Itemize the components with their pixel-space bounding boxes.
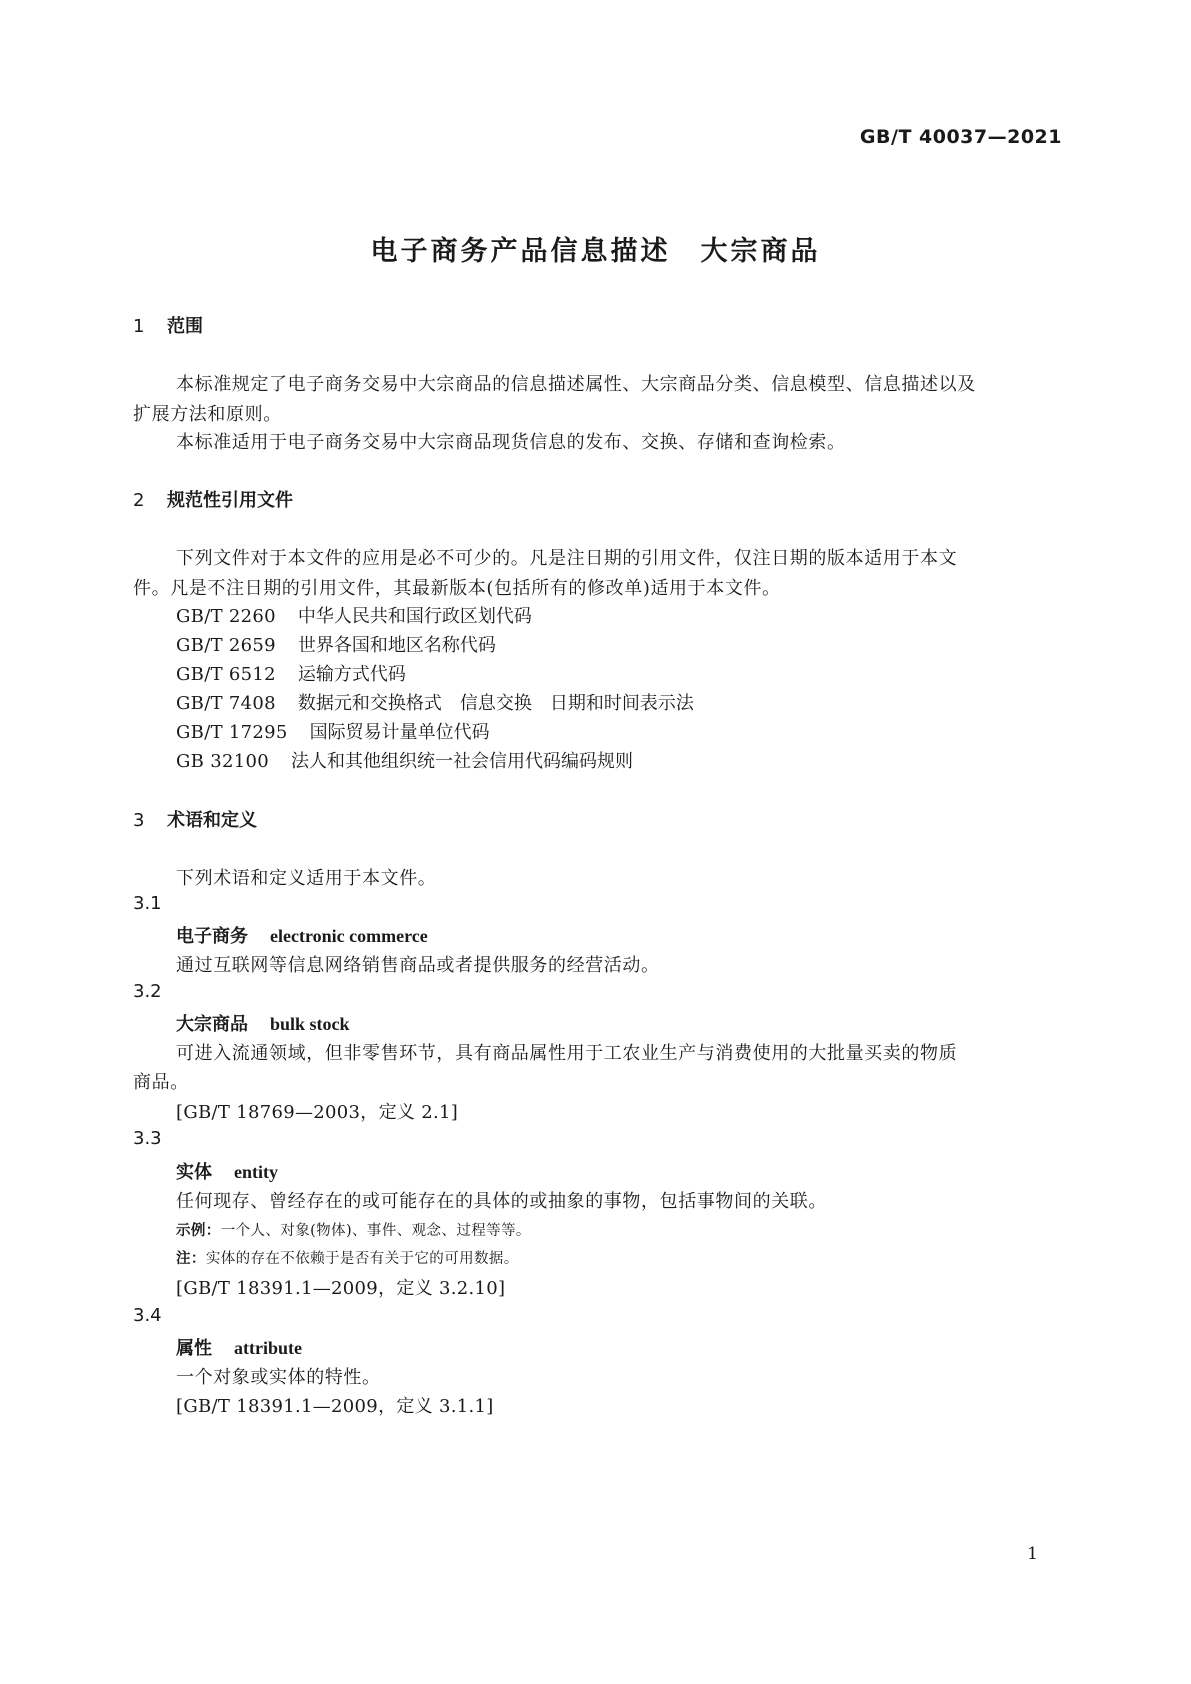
reference-title: 国际贸易计量单位代码 [309, 722, 490, 743]
reference-code: GB/T 2260 [176, 606, 276, 627]
reference-title: 数据元和交换格式 信息交换 日期和时间表示法 [297, 693, 694, 714]
term-source: [GB/T 18391.1—2009，定义 3.1.1] [176, 1396, 494, 1417]
example-label: 示例： [176, 1223, 221, 1239]
document-title [0, 229, 1191, 268]
references-intro-line-2: 件。凡是不注日期的引用文件，其最新版本(包括所有的修改单)适用于本文件。 [133, 578, 781, 599]
reference-code: GB/T 2659 [176, 635, 276, 656]
reference-item [176, 602, 532, 628]
title-part-1: 电子商务产品信息描述 [370, 236, 671, 267]
section-3-heading [133, 806, 257, 832]
reference-title: 法人和其他组织统一社会信用代码编码规则 [291, 751, 633, 772]
term-source: [GB/T 18391.1—2009，定义 3.2.10] [176, 1278, 506, 1299]
term-heading [176, 1010, 350, 1036]
reference-item [176, 747, 633, 773]
page-number: 1 [1027, 1544, 1038, 1564]
term-english: bulk stock [270, 1014, 350, 1034]
reference-title: 世界各国和地区名称代码 [297, 635, 496, 656]
note-label: 注： [176, 1251, 206, 1267]
reference-code: GB/T 17295 [176, 722, 288, 743]
section-number: 3 [133, 810, 145, 831]
term-number: 3.4 [133, 1305, 162, 1326]
section-title: 范围 [167, 316, 203, 337]
section-2-heading [133, 486, 293, 512]
example-text: 一个人、对象(物体)、事件、观念、过程等等。 [220, 1223, 531, 1239]
reference-code: GB/T 6512 [176, 664, 276, 685]
term-heading [176, 1158, 278, 1184]
term-heading [176, 1334, 302, 1360]
section-number: 1 [133, 316, 145, 337]
section-1-heading [133, 312, 203, 338]
section-number: 2 [133, 490, 145, 511]
term-number: 3.1 [133, 893, 162, 914]
scope-paragraph-2: 本标准适用于电子商务交易中大宗商品现货信息的发布、交换、存储和查询检索。 [176, 432, 846, 453]
reference-title: 中华人民共和国行政区划代码 [297, 606, 532, 627]
references-intro-line-1: 下列文件对于本文件的应用是必不可少的。凡是注日期的引用文件，仅注日期的版本适用于本文 [176, 548, 958, 569]
reference-code: GB 32100 [176, 751, 269, 772]
term-chinese: 大宗商品 [176, 1014, 248, 1035]
reference-code: GB/T 7408 [176, 693, 276, 714]
reference-item [176, 718, 490, 744]
note-text: 实体的存在不依赖于是否有关于它的可用数据。 [205, 1251, 519, 1267]
title-part-2: 大宗商品 [700, 236, 821, 267]
term-heading [176, 922, 428, 948]
term-source: [GB/T 18769—2003，定义 2.1] [176, 1102, 459, 1123]
term-definition-line-2: 商品。 [133, 1072, 189, 1093]
scope-paragraph-1-line-2: 扩展方法和原则。 [133, 404, 282, 425]
term-chinese: 电子商务 [176, 926, 248, 947]
term-english: entity [234, 1162, 278, 1182]
term-number: 3.3 [133, 1128, 162, 1149]
standard-number: GB/T 40037—2021 [859, 126, 1062, 148]
reference-title: 运输方式代码 [297, 664, 406, 685]
term-chinese: 属性 [176, 1338, 212, 1359]
term-definition: 任何现存、曾经存在的或可能存在的具体的或抽象的事物，包括事物间的关联。 [176, 1191, 827, 1212]
reference-item [176, 689, 694, 715]
reference-item [176, 631, 496, 657]
scope-paragraph-1-line-1: 本标准规定了电子商务交易中大宗商品的信息描述属性、大宗商品分类、信息模型、信息描述以及 [176, 374, 976, 395]
term-definition-line-1: 可进入流通领域，但非零售环节，具有商品属性用于工农业生产与消费使用的大批量买卖的物质 [176, 1043, 958, 1064]
section-title: 规范性引用文件 [167, 490, 293, 511]
terms-intro: 下列术语和定义适用于本文件。 [176, 868, 437, 889]
term-note [176, 1247, 519, 1268]
reference-item [176, 660, 406, 686]
term-english: attribute [234, 1338, 302, 1358]
term-definition: 一个对象或实体的特性。 [176, 1367, 381, 1388]
term-number: 3.2 [133, 981, 162, 1002]
term-example [176, 1219, 531, 1240]
term-english: electronic commerce [270, 926, 428, 946]
term-chinese: 实体 [176, 1162, 212, 1183]
term-definition: 通过互联网等信息网络销售商品或者提供服务的经营活动。 [176, 955, 660, 976]
section-title: 术语和定义 [167, 810, 257, 831]
